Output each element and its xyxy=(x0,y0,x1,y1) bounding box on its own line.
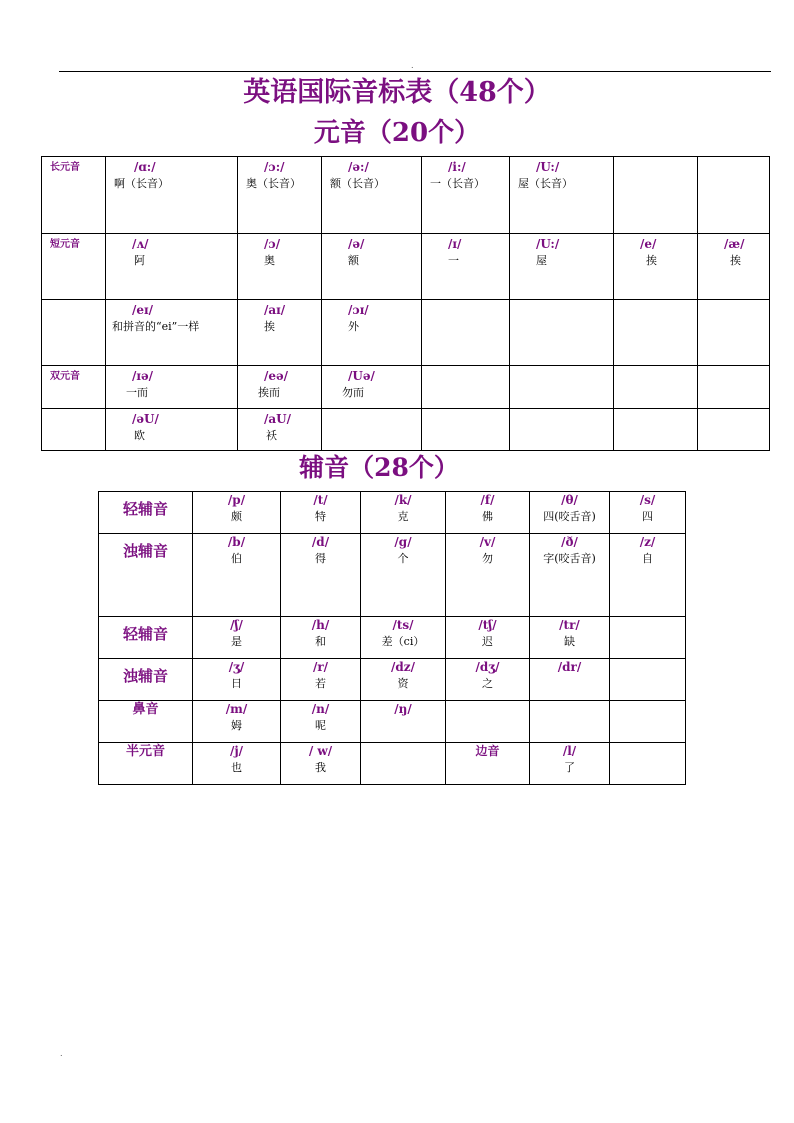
consonant-cell xyxy=(361,534,446,617)
phonetic-symbol: /ts/ xyxy=(392,618,414,632)
vowel-cell xyxy=(422,366,510,409)
consonant-row xyxy=(99,492,686,534)
chinese-pronunciation: 自 xyxy=(642,552,653,565)
consonant-cell xyxy=(193,534,281,617)
vowel-cell xyxy=(422,234,510,300)
chinese-pronunciation: 得 xyxy=(315,552,326,565)
phonetic-symbol: /U:/ xyxy=(536,160,560,174)
phonetic-symbol: /U:/ xyxy=(536,237,560,251)
consonant-category: 轻辅音 xyxy=(99,617,193,659)
vowel-cell xyxy=(510,366,614,409)
consonant-row xyxy=(99,743,686,785)
vowel-cell xyxy=(106,366,238,409)
vowel-cell xyxy=(422,300,510,366)
phonetic-symbol: /p/ xyxy=(227,493,246,507)
vowel-category xyxy=(42,300,106,366)
chinese-pronunciation: 欧 xyxy=(134,429,145,442)
vowel-cell xyxy=(698,234,770,300)
phonetic-symbol: / w/ xyxy=(308,744,333,758)
consonant-cell xyxy=(530,617,610,659)
consonant-table xyxy=(98,491,686,785)
phonetic-symbol: /ə:/ xyxy=(348,160,369,174)
chinese-pronunciation: 额 xyxy=(348,254,359,267)
phonetic-symbol: /m/ xyxy=(225,702,248,716)
chinese-pronunciation: 缺 xyxy=(564,635,575,648)
vowel-row xyxy=(42,409,770,451)
phonetic-symbol: 边音 xyxy=(475,744,500,758)
consonants-heading: 辅音（28个） xyxy=(299,453,459,482)
vowel-category: 长元音 xyxy=(42,157,106,234)
consonant-cell xyxy=(446,617,530,659)
vowel-cell xyxy=(106,300,238,366)
chinese-pronunciation: 姆 xyxy=(231,719,242,732)
consonant-cell xyxy=(610,492,686,534)
chinese-pronunciation: 挨而 xyxy=(258,386,280,399)
consonant-category: 鼻音 xyxy=(99,701,193,743)
consonant-cell xyxy=(530,701,610,743)
consonant-cell xyxy=(193,701,281,743)
vowel-cell xyxy=(238,157,322,234)
vowel-cell xyxy=(698,300,770,366)
phonetic-symbol: /ʒ/ xyxy=(228,660,245,674)
chinese-pronunciation: 奥（长音） xyxy=(246,177,301,190)
phonetic-symbol: /θ/ xyxy=(561,493,578,507)
consonant-cell xyxy=(446,492,530,534)
consonant-row xyxy=(99,701,686,743)
consonant-cell xyxy=(446,659,530,701)
phonetic-symbol: /e/ xyxy=(640,237,657,251)
vowel-cell xyxy=(322,234,422,300)
phonetic-symbol: /r/ xyxy=(312,660,329,674)
vowel-cell xyxy=(614,366,698,409)
phonetic-symbol: /aɪ/ xyxy=(264,303,286,317)
phonetic-symbol: /ɪ/ xyxy=(448,237,462,251)
chinese-pronunciation: 之 xyxy=(482,677,493,690)
top-dot: . xyxy=(411,61,414,70)
phonetic-symbol: /d/ xyxy=(311,535,330,549)
phonetic-symbol: /Uə/ xyxy=(348,369,375,383)
consonant-cell xyxy=(610,534,686,617)
consonant-cell xyxy=(610,701,686,743)
chinese-pronunciation: 佛 xyxy=(482,510,493,523)
consonant-cell xyxy=(281,743,361,785)
phonetic-symbol: /eə/ xyxy=(264,369,289,383)
vowel-category: 双元音 xyxy=(42,366,106,409)
chinese-pronunciation: 挨 xyxy=(264,320,275,333)
vowel-cell xyxy=(422,157,510,234)
vowel-table xyxy=(41,156,770,451)
vowel-cell xyxy=(510,300,614,366)
vowel-cell xyxy=(510,157,614,234)
chinese-pronunciation: 伯 xyxy=(231,552,242,565)
chinese-pronunciation: 阿 xyxy=(134,254,145,267)
bottom-dot: . xyxy=(60,1049,63,1058)
chinese-pronunciation: 一 xyxy=(448,254,459,267)
vowel-cell xyxy=(698,157,770,234)
chinese-pronunciation: 也 xyxy=(231,761,242,774)
phonetic-symbol: /l/ xyxy=(562,744,577,758)
vowel-category: 短元音 xyxy=(42,234,106,300)
consonant-cell xyxy=(446,701,530,743)
chinese-pronunciation: 迟 xyxy=(482,635,493,648)
phonetic-symbol: /j/ xyxy=(229,744,244,758)
vowel-cell xyxy=(322,157,422,234)
chinese-pronunciation: 克 xyxy=(397,510,409,523)
vowel-cell xyxy=(510,409,614,451)
consonant-cell xyxy=(530,492,610,534)
phonetic-symbol: /ʃ/ xyxy=(230,618,243,632)
consonant-category: 半元音 xyxy=(99,743,193,785)
chinese-pronunciation: 若 xyxy=(315,677,326,690)
consonant-cell xyxy=(361,617,446,659)
chinese-pronunciation: 特 xyxy=(315,510,326,523)
chinese-pronunciation: 呢 xyxy=(315,719,326,732)
phonetic-symbol: /ɑ:/ xyxy=(134,160,156,174)
chinese-pronunciation: 挨 xyxy=(646,254,657,267)
chinese-pronunciation: 勿而 xyxy=(342,386,364,399)
phonetic-symbol: /ə/ xyxy=(348,237,365,251)
phonetic-symbol: /s/ xyxy=(639,493,656,507)
chinese-pronunciation: 挨 xyxy=(730,254,741,267)
phonetic-symbol: /ð/ xyxy=(561,535,578,549)
phonetic-symbol: /i:/ xyxy=(448,160,466,174)
chinese-pronunciation: 袄 xyxy=(266,429,277,442)
consonant-cell xyxy=(530,743,610,785)
consonant-cell xyxy=(610,659,686,701)
phonetic-symbol: /t/ xyxy=(313,493,328,507)
vowels-heading: 元音（20个） xyxy=(313,118,481,148)
consonant-row xyxy=(99,659,686,701)
phonetic-symbol: /ɔ/ xyxy=(264,237,281,251)
consonant-cell xyxy=(193,617,281,659)
consonant-cell xyxy=(361,659,446,701)
chinese-pronunciation: 外 xyxy=(348,320,359,333)
consonant-cell xyxy=(193,659,281,701)
consonant-cell xyxy=(361,743,446,785)
chinese-pronunciation: 屋（长音） xyxy=(518,177,573,190)
chinese-pronunciation: 资 xyxy=(397,677,409,690)
vowel-cell xyxy=(238,366,322,409)
vowel-cell xyxy=(106,409,238,451)
consonant-category: 浊辅音 xyxy=(99,659,193,701)
vowel-cell xyxy=(614,409,698,451)
phonetic-symbol: /b/ xyxy=(227,535,246,549)
vowel-cell xyxy=(238,300,322,366)
phonetic-symbol: /dr/ xyxy=(557,660,582,674)
phonetic-symbol: /n/ xyxy=(311,702,330,716)
vowel-cell xyxy=(322,366,422,409)
chinese-pronunciation: 额（长音） xyxy=(330,177,385,190)
chinese-pronunciation: 一而 xyxy=(126,386,148,399)
chinese-pronunciation: 个 xyxy=(397,552,409,565)
chinese-pronunciation: 四 xyxy=(642,510,653,523)
phonetic-symbol: /tʃ/ xyxy=(478,618,497,632)
phonetic-symbol: /ɪə/ xyxy=(132,369,153,383)
consonant-cell xyxy=(361,701,446,743)
consonant-cell xyxy=(193,492,281,534)
vowel-row xyxy=(42,300,770,366)
phonetic-symbol: /ŋ/ xyxy=(394,702,412,716)
phonetic-symbol: /əU/ xyxy=(132,412,159,426)
phonetic-symbol: /k/ xyxy=(394,493,412,507)
vowel-cell xyxy=(510,234,614,300)
consonant-cell xyxy=(281,659,361,701)
vowel-cell xyxy=(614,300,698,366)
phonetic-symbol: /h/ xyxy=(311,618,330,632)
phonetic-symbol: /v/ xyxy=(479,535,496,549)
chinese-pronunciation: 是 xyxy=(231,635,242,648)
consonant-cell xyxy=(281,701,361,743)
chinese-pronunciation: 一（长音） xyxy=(430,177,485,190)
consonant-cell xyxy=(281,534,361,617)
vowel-cell xyxy=(422,409,510,451)
consonant-cell xyxy=(281,617,361,659)
phonetic-symbol: /æ/ xyxy=(724,237,745,251)
vowel-cell xyxy=(614,157,698,234)
page-title: 英语国际音标表（48个） xyxy=(243,77,551,108)
phonetic-symbol: /dz/ xyxy=(391,660,415,674)
phonetic-symbol: /z/ xyxy=(639,535,656,549)
chinese-pronunciation: 啊（长音） xyxy=(114,177,169,190)
chinese-pronunciation: 屋 xyxy=(536,254,547,267)
consonant-category: 浊辅音 xyxy=(99,534,193,617)
vowel-row xyxy=(42,234,770,300)
consonant-category: 轻辅音 xyxy=(99,492,193,534)
vowel-cell xyxy=(238,409,322,451)
consonant-cell xyxy=(281,492,361,534)
vowel-cell xyxy=(106,157,238,234)
consonant-cell xyxy=(446,534,530,617)
vowel-cell xyxy=(322,300,422,366)
chinese-pronunciation: 奥 xyxy=(264,254,275,267)
consonant-cell xyxy=(446,743,530,785)
phonetic-symbol: /ʌ/ xyxy=(132,237,149,251)
consonant-cell xyxy=(610,617,686,659)
chinese-pronunciation: 了 xyxy=(564,761,575,774)
chinese-pronunciation: 差（ci） xyxy=(381,635,425,648)
phonetic-symbol: /tr/ xyxy=(559,618,580,632)
phonetic-symbol: /ɔ:/ xyxy=(264,160,285,174)
consonant-cell xyxy=(361,492,446,534)
phonetic-symbol: /g/ xyxy=(394,535,412,549)
chinese-pronunciation: 字(咬舌音) xyxy=(543,552,596,565)
chinese-pronunciation: 勿 xyxy=(482,552,493,565)
consonant-cell xyxy=(530,659,610,701)
header-rule xyxy=(59,71,771,72)
chinese-pronunciation: 和拼音的“ei”一样 xyxy=(112,320,200,333)
vowel-cell xyxy=(238,234,322,300)
chinese-pronunciation: 我 xyxy=(315,761,326,774)
vowel-row xyxy=(42,366,770,409)
vowel-cell xyxy=(322,409,422,451)
vowel-category xyxy=(42,409,106,451)
vowel-cell xyxy=(106,234,238,300)
chinese-pronunciation: 四(咬舌音) xyxy=(543,510,596,523)
phonetic-symbol: /eɪ/ xyxy=(132,303,153,317)
consonant-row xyxy=(99,617,686,659)
phonetic-symbol: /aU/ xyxy=(264,412,292,426)
vowel-row xyxy=(42,157,770,234)
phonetic-symbol: /f/ xyxy=(480,493,495,507)
chinese-pronunciation: 颇 xyxy=(231,510,242,523)
consonant-cell xyxy=(530,534,610,617)
chinese-pronunciation: 和 xyxy=(315,635,326,648)
phonetic-symbol: /dʒ/ xyxy=(475,660,500,674)
vowel-cell xyxy=(698,366,770,409)
vowel-cell xyxy=(614,234,698,300)
consonant-row xyxy=(99,534,686,617)
vowel-cell xyxy=(698,409,770,451)
consonant-cell xyxy=(193,743,281,785)
chinese-pronunciation: 日 xyxy=(231,677,242,690)
phonetic-symbol: /ɔɪ/ xyxy=(348,303,369,317)
consonant-cell xyxy=(610,743,686,785)
